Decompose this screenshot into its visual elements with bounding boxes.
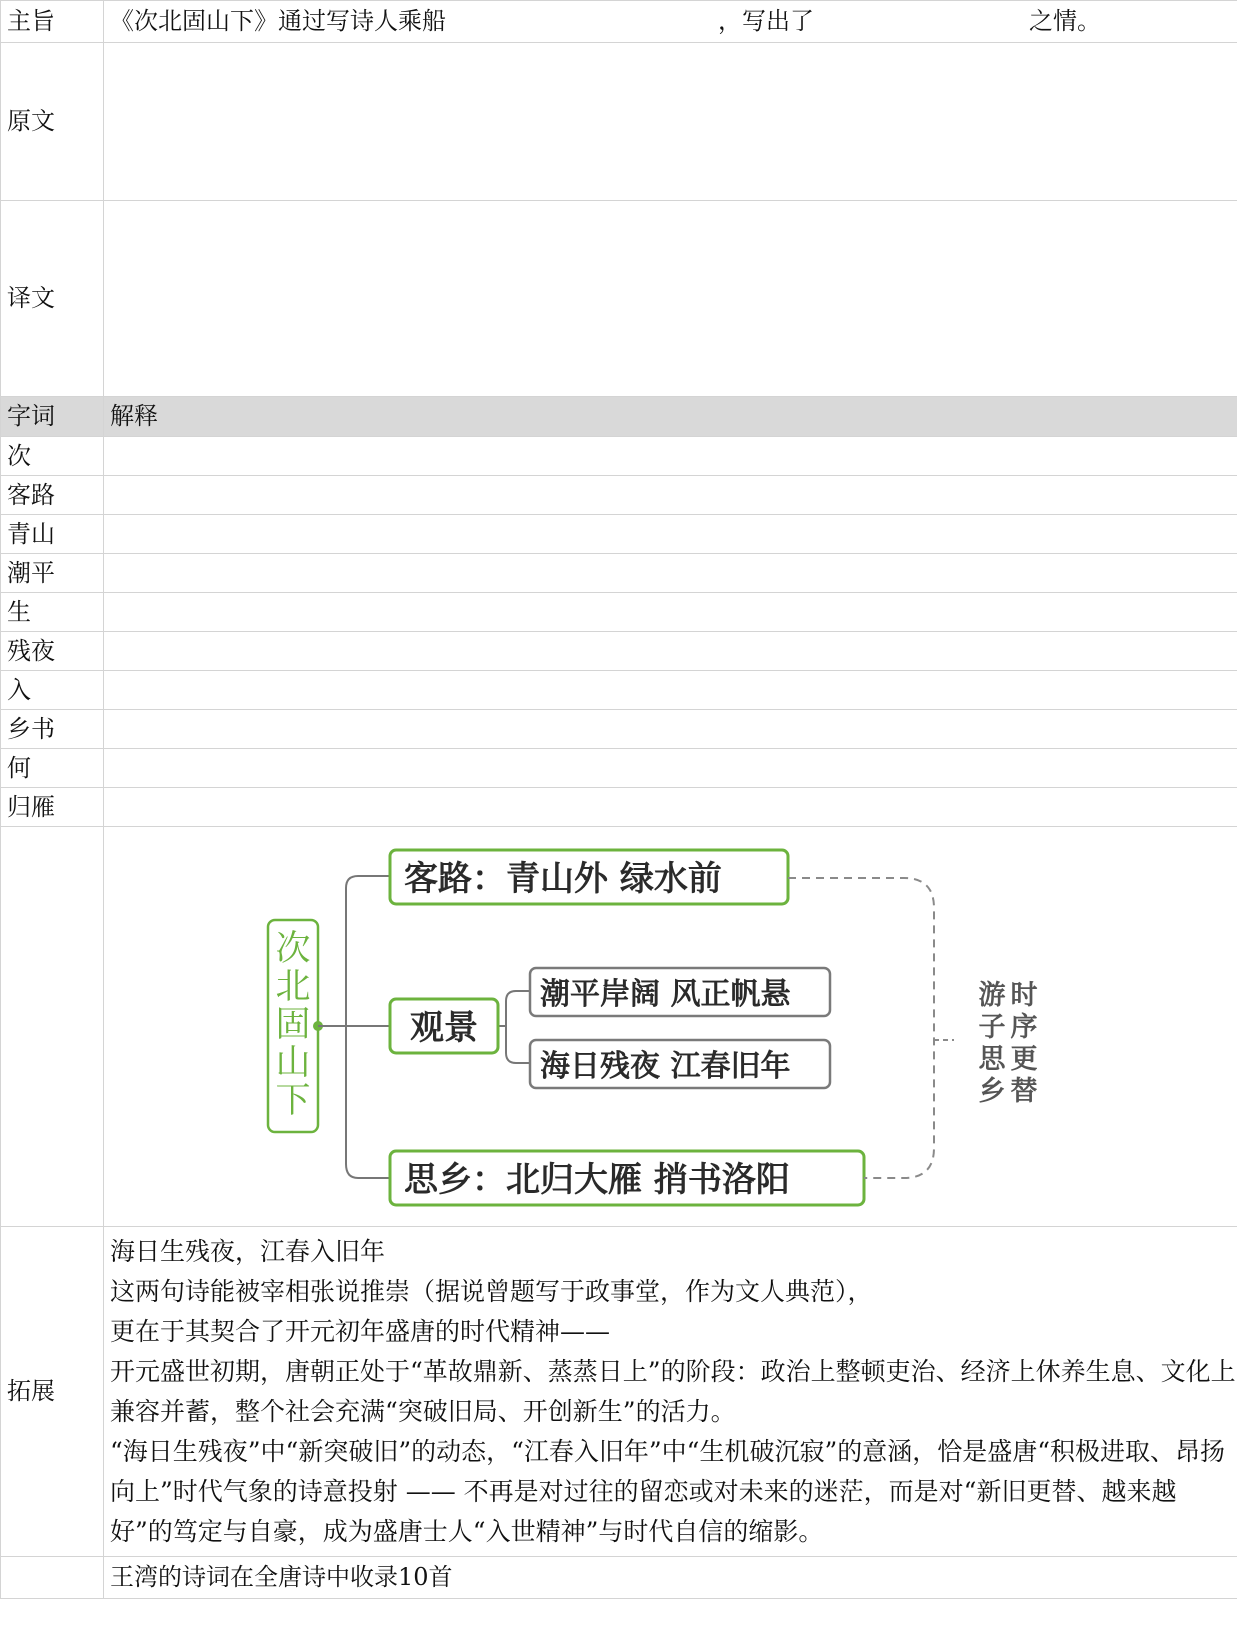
vocab-explain-cell[interactable]	[104, 515, 1237, 554]
title-char: 固	[275, 1004, 311, 1045]
footer-row	[1, 1557, 1237, 1599]
vocab-explain-cell[interactable]	[104, 671, 1237, 710]
summary-char: 序	[1010, 1011, 1038, 1043]
vocab-explain-cell[interactable]	[104, 788, 1237, 827]
footer-label-empty	[1, 1557, 104, 1599]
vocab-explain-cell[interactable]	[104, 476, 1237, 515]
summary-char: 游	[978, 979, 1006, 1011]
extension-line: 开元盛世初期，唐朝正处于“革故鼎新、蒸蒸日上”的阶段：政治上整顿吏治、经济上休养生息、文化上兼容并蓄，整个社会充满“突破旧局、开创新生”的活力。	[110, 1356, 1236, 1426]
vocab-word: 客路	[1, 476, 104, 515]
vocab-row	[1, 554, 1237, 593]
vocab-header-row	[1, 397, 1237, 437]
vocab-word: 青山	[1, 515, 104, 554]
title-char: 山	[275, 1042, 311, 1083]
extension-row	[1, 1227, 1237, 1557]
vocab-row	[1, 710, 1237, 749]
extension-line: “海日生残夜”中“新突破旧”的动态，“江春入旧年”中“生机破沉寂”的意涵，恰是盛唐“积极进取、昂扬向上”时代气象的诗意投射 —— 不再是对过往的留恋或对未来的迷茫，而是对“新旧更替、越来越好”的笃定与自豪，成为盛唐士人“入世精神”与时代自信的缩影。	[110, 1436, 1226, 1546]
vocab-word: 次	[1, 437, 104, 476]
vocab-explain-cell[interactable]	[104, 749, 1237, 788]
mindmap-cell	[104, 827, 1237, 1227]
vocab-row	[1, 437, 1237, 476]
theme-part3: 之情。	[1029, 7, 1101, 36]
vocab-word: 入	[1, 671, 104, 710]
dashed-bracket	[788, 878, 934, 1178]
vocab-header-word: 字词	[1, 397, 104, 437]
vocab-word: 潮平	[1, 554, 104, 593]
original-text-cell[interactable]	[104, 43, 1237, 201]
theme-cell[interactable]	[104, 1, 1237, 43]
mindmap-label-empty	[1, 827, 104, 1227]
branch2-sub1-text: 潮平岸阔 风正帆悬	[540, 976, 791, 1012]
vocab-word: 残夜	[1, 632, 104, 671]
vocab-row	[1, 749, 1237, 788]
vocab-explain-cell[interactable]	[104, 632, 1237, 671]
branch2-text: 观景	[410, 1007, 478, 1048]
original-row	[1, 43, 1237, 201]
vocab-row	[1, 788, 1237, 827]
vocab-row	[1, 476, 1237, 515]
vocab-word: 归雁	[1, 788, 104, 827]
extension-label: 拓展	[1, 1227, 104, 1557]
branch3-text: 思乡：北归大雁 捎书洛阳	[404, 1159, 790, 1200]
vocab-word: 何	[1, 749, 104, 788]
mindmap-row	[1, 827, 1237, 1227]
summary-char: 子	[978, 1011, 1006, 1043]
translation-label: 译文	[1, 201, 104, 397]
theme-part1: 《次北固山下》通过写诗人乘船	[110, 7, 446, 36]
sub-trunk-line	[506, 991, 530, 1063]
extension-line: 更在于其契合了开元初年盛唐的时代精神——	[110, 1316, 611, 1346]
vocab-explain-cell[interactable]	[104, 437, 1237, 476]
vocab-explain-cell[interactable]	[104, 710, 1237, 749]
vocab-row	[1, 593, 1237, 632]
title-char: 北	[275, 966, 311, 1007]
theme-part2: ，写出了	[718, 7, 814, 36]
summary-char: 思	[978, 1043, 1006, 1075]
original-label: 原文	[1, 43, 104, 201]
theme-row	[1, 1, 1237, 43]
branch2-sub2-text: 海日残夜 江春旧年	[540, 1048, 791, 1084]
vocab-explain-cell[interactable]	[104, 554, 1237, 593]
extension-line: 海日生残夜，江春入旧年	[110, 1236, 386, 1266]
extension-line: 这两句诗能被宰相张说推崇（据说曾题写于政事堂，作为文人典范），	[110, 1276, 873, 1306]
branch1-text: 客路：青山外 绿水前	[404, 858, 722, 899]
vocab-row	[1, 632, 1237, 671]
vocab-word: 乡书	[1, 710, 104, 749]
translation-text-cell[interactable]	[104, 201, 1237, 397]
mindmap-svg	[104, 828, 1237, 1226]
summary-char: 乡	[978, 1075, 1006, 1107]
theme-label: 主旨	[1, 1, 104, 43]
summary-char: 替	[1010, 1075, 1038, 1107]
vocab-word: 生	[1, 593, 104, 632]
title-char: 下	[275, 1080, 311, 1121]
translation-row	[1, 201, 1237, 397]
vocab-header-explain: 解释	[104, 397, 1237, 437]
footer-note: 王湾的诗词在全唐诗中收录10首	[104, 1557, 1237, 1599]
vocab-row	[1, 515, 1237, 554]
summary-char: 时	[1010, 979, 1038, 1011]
mindmap	[104, 828, 1237, 1226]
extension-cell[interactable]	[104, 1227, 1237, 1557]
summary-char: 更	[1010, 1043, 1038, 1075]
vocab-row	[1, 671, 1237, 710]
title-char: 次	[275, 928, 311, 969]
vocab-explain-cell[interactable]	[104, 593, 1237, 632]
